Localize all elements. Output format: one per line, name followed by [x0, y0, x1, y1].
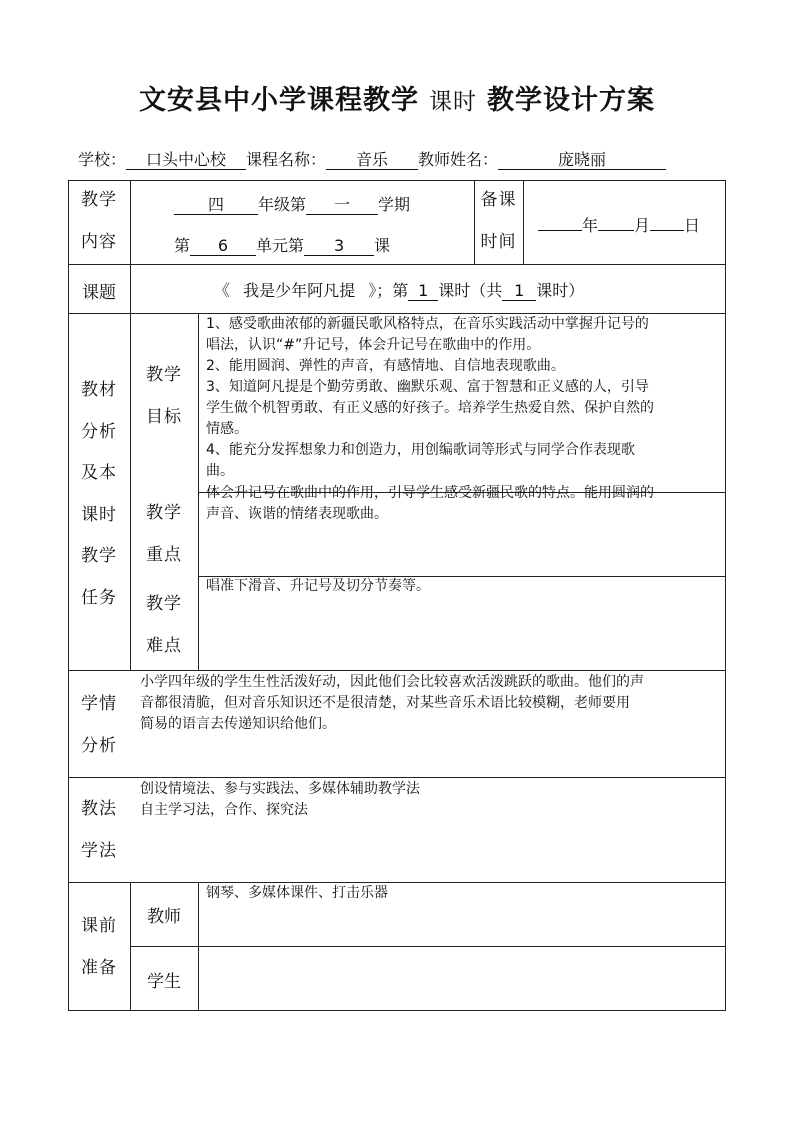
methods-text: 创设情境法、参与实践法、多媒体辅助教学法 自主学习法，合作、探究法: [140, 781, 420, 818]
semester-field[interactable]: 一: [306, 196, 378, 215]
day-field[interactable]: [650, 230, 684, 231]
prep-date: 年 月 日: [538, 213, 700, 236]
difficulties-text: 唱准下滑音、升记号及切分节奏等。: [206, 578, 430, 594]
grade-semester-line: 四 年级第 一 学期: [174, 192, 410, 215]
lesson-field[interactable]: 3: [304, 237, 374, 256]
school-field[interactable]: 口头中心校: [126, 151, 246, 170]
title-middle: 课时: [429, 89, 477, 115]
prep-student-label: 学生: [147, 972, 181, 992]
title-left: 文安县中小学课程教学: [139, 85, 419, 116]
year-field[interactable]: [538, 230, 582, 231]
total-period-field[interactable]: 1: [502, 282, 536, 301]
prep-teacher-label: 教师: [147, 907, 181, 927]
course-label: 课程名称：: [246, 150, 327, 169]
page-title: [0, 78, 794, 117]
methods-label: 教法 学法: [81, 799, 117, 861]
month-field[interactable]: [598, 230, 634, 231]
topic-line: 《 我是少年阿凡提 》；第 1 课时（共 1 课时）: [214, 281, 585, 300]
school-label: 学校：: [78, 150, 127, 169]
meta-line: [78, 147, 738, 170]
topic-label: 课题: [82, 283, 116, 303]
preparation-label: 课前 准备: [81, 916, 117, 978]
student-analysis-label: 学情 分析: [81, 694, 117, 756]
unit-lesson-line: 第 6 单元第 3 课: [174, 236, 391, 255]
difficulties-label: 教学 难点: [146, 594, 182, 656]
analysis-label: 教材 分析 及本 课时 教学 任务: [81, 380, 117, 608]
teacher-field[interactable]: 庞晓丽: [498, 151, 666, 170]
course-field[interactable]: 音乐: [326, 151, 418, 170]
unit-field[interactable]: 6: [190, 237, 256, 256]
goals-text: 1、感受歌曲浓郁的新疆民歌风格特点，在音乐实践活动中掌握升记号的 唱法，认识“#”升记号，体会升记号在歌曲中的作用。 2、能用圆润、弹性的声音，有感情地、自信地表现歌曲。 3、知道阿凡提是个勤劳勇敢、幽默乐观、富于智慧和正义感的人，引导 学生做个机智勇敢、有正义感的好孩子。培养学生热爱自然、保护自然的 情感。 4、能充分发挥想象力和创造力，用创编歌词等形式与同学合作表现歌 曲。: [206, 316, 654, 479]
grade-field[interactable]: 四: [174, 196, 258, 215]
student-analysis-text: 小学四年级的学生生性活泼好动，因此他们会比较喜欢活泼跳跃的歌曲。他们的声 音都很清脆，但对音乐知识还不是很清楚，对某些音乐术语比较模糊，老师要用 简易的语言去传递知识给他们。: [140, 674, 644, 732]
goals-label: 教学 目标: [146, 365, 182, 427]
title-right: 教学设计方案: [487, 85, 655, 116]
teaching-content-label: 教学 内容: [81, 190, 117, 252]
prep-time-label: 备课 时间: [480, 190, 517, 252]
key-points-text: 体会升记号在歌曲中的作用，引导学生感受新疆民歌的特点。能用圆润的 声音、诙谐的情绪表现歌曲。: [206, 485, 654, 522]
teacher-label: 教师姓名：: [418, 150, 499, 169]
key-points-label: 教学 重点: [146, 503, 182, 565]
prep-teacher-text: 钢琴、多媒体课件、打击乐器: [206, 885, 388, 901]
design-table: [68, 180, 726, 1010]
topic-name: 我是少年阿凡提: [243, 281, 356, 300]
period-field[interactable]: 1: [408, 282, 438, 301]
